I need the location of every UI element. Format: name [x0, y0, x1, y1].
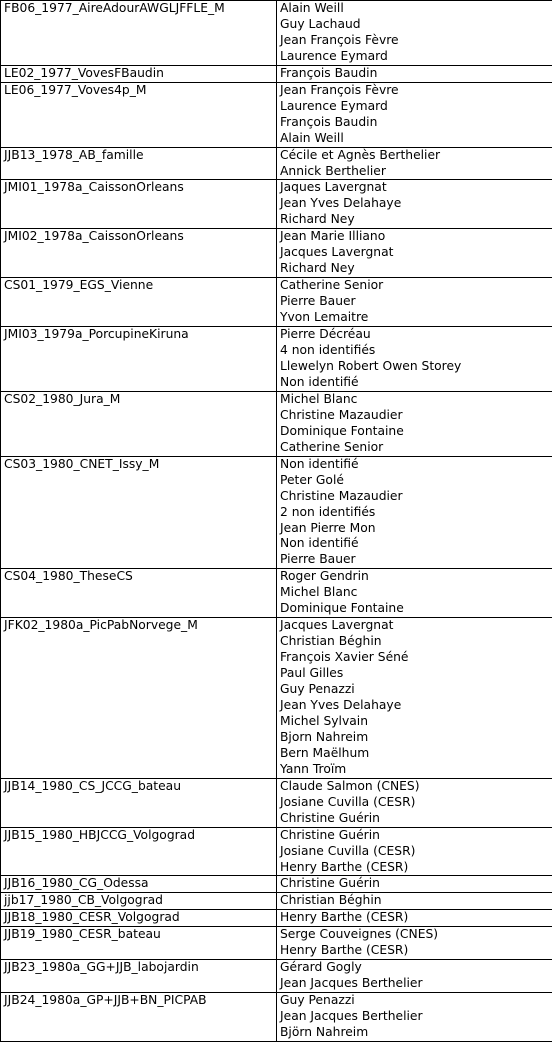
person-name: François Baudin: [280, 66, 552, 82]
photo-id-cell: CS01_1979_EGS_Vienne: [1, 278, 277, 327]
table-body: [1, 1, 552, 1042]
photo-id-cell: JJB24_1980a_GP+JJB+BN_PICPAB: [1, 993, 277, 1042]
people-cell: [277, 876, 552, 893]
person-name: Annick Berthelier: [280, 164, 552, 180]
person-name: 4 non identifiés: [280, 343, 552, 359]
table-row: [1, 876, 552, 893]
people-cell: [277, 229, 552, 278]
people-cell: [277, 910, 552, 927]
person-name: Christine Mazaudier: [280, 489, 552, 505]
table-row: [1, 327, 552, 392]
person-name: François Xavier Séné: [280, 650, 552, 666]
person-name: Bjorn Nahreim: [280, 730, 552, 746]
people-cell: [277, 391, 552, 456]
person-name: Christine Guérin: [280, 811, 552, 827]
person-name: Richard Ney: [280, 212, 552, 228]
person-name: Jean François Fèvre: [280, 83, 552, 99]
person-name: Michel Blanc: [280, 392, 552, 408]
photo-id-cell: JJB13_1978_AB_famille: [1, 147, 277, 180]
people-cell: [277, 82, 552, 147]
person-name: Catherine Senior: [280, 278, 552, 294]
person-name: Jean Jacques Berthelier: [280, 1009, 552, 1025]
person-name: Llewelyn Robert Owen Storey: [280, 359, 552, 375]
photo-id-cell: JJB23_1980a_GG+JJB_labojardin: [1, 960, 277, 993]
person-name: 2 non identifiés: [280, 505, 552, 521]
person-name: Jaques Lavergnat: [280, 180, 552, 196]
table-row: [1, 910, 552, 927]
people-cell: [277, 147, 552, 180]
person-name: François Baudin: [280, 115, 552, 131]
person-name: Yvon Lemaitre: [280, 310, 552, 326]
table-row: [1, 927, 552, 960]
person-name: Roger Gendrin: [280, 569, 552, 585]
people-cell: [277, 180, 552, 229]
person-name: Alain Weill: [280, 131, 552, 147]
table-row: [1, 569, 552, 618]
person-name: Jean Marie Illiano: [280, 229, 552, 245]
photo-id-cell: CS04_1980_TheseCS: [1, 569, 277, 618]
person-name: Michel Sylvain: [280, 714, 552, 730]
person-name: Dominique Fontaine: [280, 424, 552, 440]
person-name: Jean Jacques Berthelier: [280, 976, 552, 992]
person-name: Christian Béghin: [280, 634, 552, 650]
photo-id-cell: FB06_1977_AireAdourAWGLJFFLE_M: [1, 1, 277, 66]
person-name: Henry Barthe (CESR): [280, 910, 552, 926]
photo-id-cell: JJB18_1980_CESR_Volgograd: [1, 910, 277, 927]
person-name: Non identifié: [280, 536, 552, 552]
photo-id-cell: LE02_1977_VovesFBaudin: [1, 65, 277, 82]
table-row: [1, 147, 552, 180]
table-row: [1, 960, 552, 993]
person-name: Björn Nahreim: [280, 1025, 552, 1041]
person-name: Catherine Senior: [280, 440, 552, 456]
table-row: [1, 827, 552, 876]
photo-id-cell: JMI01_1978a_CaissonOrleans: [1, 180, 277, 229]
person-name: Gérard Gogly: [280, 960, 552, 976]
person-name: Peter Golé: [280, 473, 552, 489]
photo-id-cell: JJB19_1980_CESR_bateau: [1, 927, 277, 960]
people-cell: [277, 827, 552, 876]
table-row: [1, 618, 552, 779]
person-name: Josiane Cuvilla (CESR): [280, 844, 552, 860]
photo-id-cell: JMI02_1978a_CaissonOrleans: [1, 229, 277, 278]
person-name: Yann Troïm: [280, 762, 552, 778]
table-row: [1, 456, 552, 569]
person-name: Guy Lachaud: [280, 17, 552, 33]
photo-id-cell: CS03_1980_CNET_Issy_M: [1, 456, 277, 569]
person-name: Jean Pierre Mon: [280, 521, 552, 537]
table-row: [1, 229, 552, 278]
photo-id-cell: LE06_1977_Voves4p_M: [1, 82, 277, 147]
photo-id-cell: JJB14_1980_CS_JCCG_bateau: [1, 778, 277, 827]
table-row: [1, 180, 552, 229]
person-name: Bern Maëlhum: [280, 746, 552, 762]
photo-id-cell: JFK02_1980a_PicPabNorvege_M: [1, 618, 277, 779]
person-name: Jacques Lavergnat: [280, 245, 552, 261]
person-name: Laurence Eymard: [280, 49, 552, 65]
people-cell: [277, 1, 552, 66]
people-cell: [277, 456, 552, 569]
photo-id-cell: JMI03_1979a_PorcupineKiruna: [1, 327, 277, 392]
person-name: Serge Couveignes (CNES): [280, 927, 552, 943]
photo-id-cell: CS02_1980_Jura_M: [1, 391, 277, 456]
table-row: [1, 278, 552, 327]
person-name: Guy Penazzi: [280, 993, 552, 1009]
people-cell: [277, 778, 552, 827]
person-name: Pierre Bauer: [280, 552, 552, 568]
person-name: Richard Ney: [280, 261, 552, 277]
people-cell: [277, 927, 552, 960]
people-cell: [277, 960, 552, 993]
person-name: Cécile et Agnès Berthelier: [280, 148, 552, 164]
person-name: Jean Yves Delahaye: [280, 196, 552, 212]
table-row: [1, 993, 552, 1042]
person-name: Pierre Décréau: [280, 327, 552, 343]
people-cell: [277, 893, 552, 910]
people-cell: [277, 993, 552, 1042]
person-name: Jean Yves Delahaye: [280, 698, 552, 714]
photo-id-cell: JJB15_1980_HBJCCG_Volgograd: [1, 827, 277, 876]
person-name: Jean François Fèvre: [280, 33, 552, 49]
person-name: Michel Blanc: [280, 585, 552, 601]
person-name: Christine Mazaudier: [280, 408, 552, 424]
person-name: Claude Salmon (CNES): [280, 779, 552, 795]
photo-id-cell: jjb17_1980_CB_Volgograd: [1, 893, 277, 910]
person-name: Henry Barthe (CESR): [280, 860, 552, 876]
table-row: [1, 893, 552, 910]
people-cell: [277, 65, 552, 82]
person-name: Paul Gilles: [280, 666, 552, 682]
person-name: Jacques Lavergnat: [280, 618, 552, 634]
person-name: Laurence Eymard: [280, 99, 552, 115]
people-cell: [277, 618, 552, 779]
photo-id-cell: JJB16_1980_CG_Odessa: [1, 876, 277, 893]
person-name: Non identifié: [280, 457, 552, 473]
person-name: Guy Penazzi: [280, 682, 552, 698]
people-cell: [277, 327, 552, 392]
person-name: Christian Béghin: [280, 893, 552, 909]
person-name: Alain Weill: [280, 1, 552, 17]
person-name: Christine Guérin: [280, 828, 552, 844]
table-row: [1, 391, 552, 456]
table-row: [1, 778, 552, 827]
people-cell: [277, 569, 552, 618]
people-cell: [277, 278, 552, 327]
table-row: [1, 65, 552, 82]
person-name: Josiane Cuvilla (CESR): [280, 795, 552, 811]
person-name: Dominique Fontaine: [280, 601, 552, 617]
table-row: [1, 1, 552, 66]
table-row: [1, 82, 552, 147]
person-name: Christine Guérin: [280, 876, 552, 892]
person-name: Non identifié: [280, 375, 552, 391]
person-name: Pierre Bauer: [280, 294, 552, 310]
person-name: Henry Barthe (CESR): [280, 943, 552, 959]
